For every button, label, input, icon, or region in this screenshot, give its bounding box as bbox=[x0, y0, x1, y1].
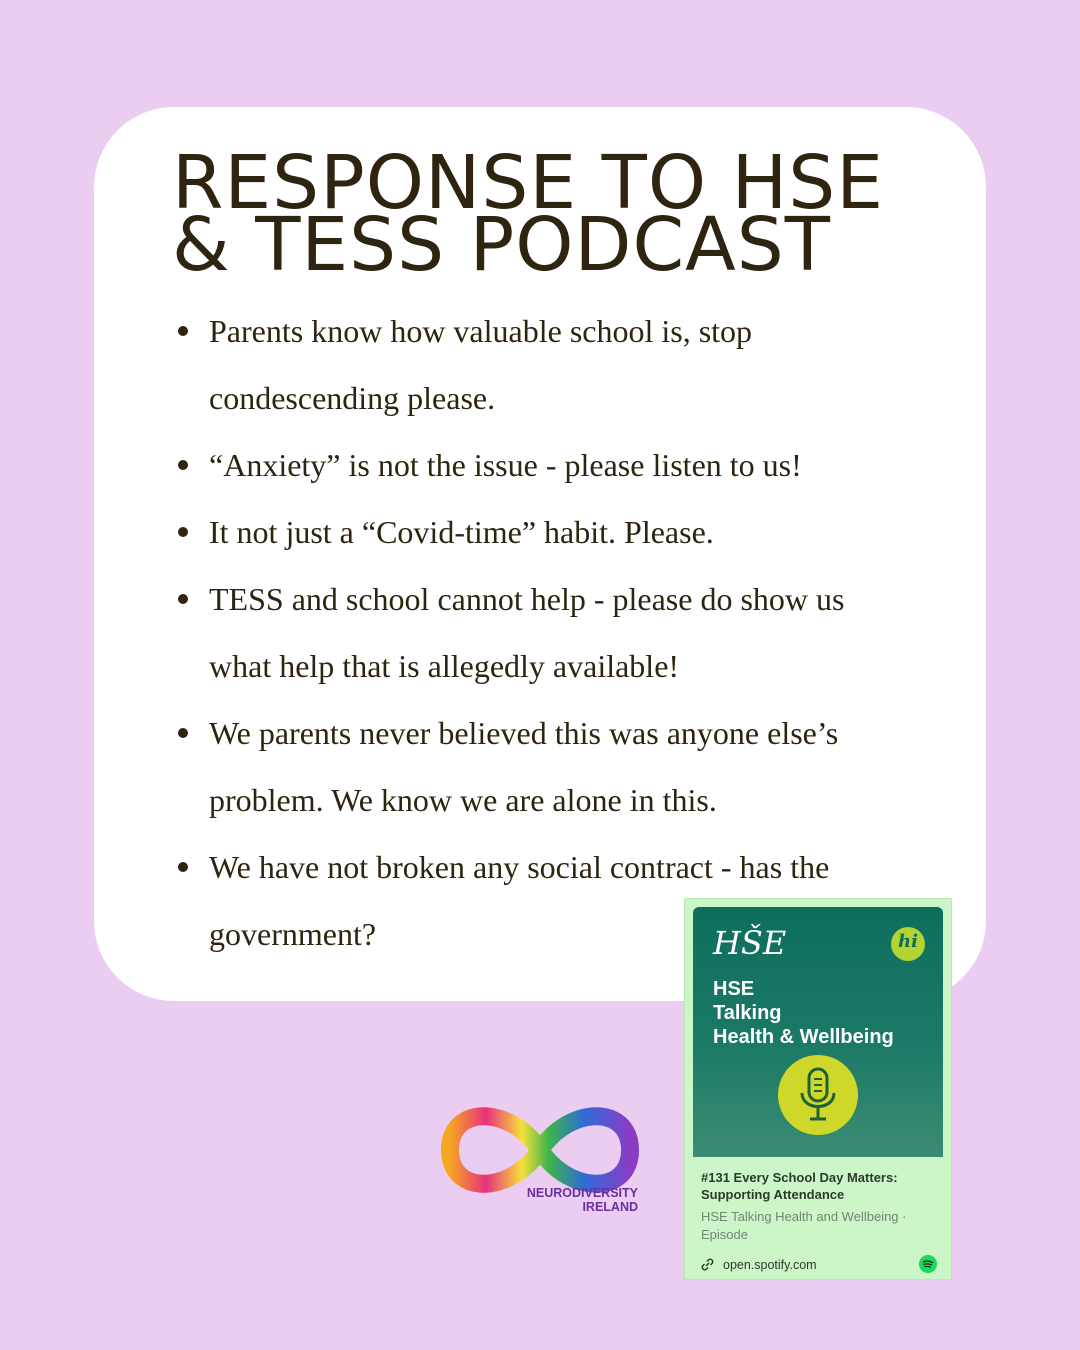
mic-circle bbox=[778, 1055, 858, 1135]
bullet-text: We have not broken any social contract - has the government? bbox=[209, 849, 830, 952]
bullet-text: It not just a “Covid-time” habit. Please. bbox=[209, 514, 714, 550]
bullet-dot-icon bbox=[178, 728, 188, 738]
bullet-dot-icon bbox=[178, 326, 188, 336]
bullet-dot-icon bbox=[178, 527, 188, 537]
bullet-dot-icon bbox=[178, 594, 188, 604]
bullet-dot-icon bbox=[178, 862, 188, 872]
list-item bbox=[209, 566, 909, 700]
link-row[interactable] bbox=[701, 1257, 937, 1275]
bullet-list bbox=[209, 298, 909, 968]
list-item bbox=[209, 700, 909, 834]
bullet-text: “Anxiety” is not the issue - please listen to us! bbox=[209, 447, 802, 483]
logo-line-2: IRELAND bbox=[582, 1200, 638, 1214]
cover-title: HSE Talking Health & Wellbeing bbox=[713, 978, 894, 1048]
hi-badge: hi bbox=[891, 927, 925, 961]
page-title: RESPONSE TO HSE & TESS PODCAST bbox=[172, 140, 884, 288]
episode-subtitle: HSE Talking Health and Wellbeing · Episode bbox=[701, 1209, 907, 1242]
bullet-text: TESS and school cannot help - please do show us what help that is allegedly available! bbox=[209, 581, 845, 684]
list-item bbox=[209, 499, 909, 566]
link-url[interactable]: open.spotify.com bbox=[723, 1258, 817, 1272]
spotify-icon bbox=[919, 1255, 937, 1273]
list-item bbox=[209, 298, 909, 432]
link-icon bbox=[701, 1258, 714, 1271]
bullet-text: We parents never believed this was anyone else’s problem. We know we are alone in this. bbox=[209, 715, 839, 818]
hse-logo: HŠE bbox=[713, 924, 787, 962]
logo-line-1: NEURODIVERSITY bbox=[526, 1186, 638, 1200]
list-item bbox=[209, 432, 909, 499]
bullet-dot-icon bbox=[178, 460, 188, 470]
podcast-link-card[interactable] bbox=[684, 898, 952, 1280]
bullet-text: Parents know how valuable school is, stop condescending please. bbox=[209, 313, 753, 416]
logo-wordmark bbox=[527, 1186, 638, 1214]
microphone-icon bbox=[778, 1055, 858, 1135]
episode-title[interactable]: #131 Every School Day Matters: Supporting Attendance bbox=[701, 1170, 898, 1202]
podcast-cover bbox=[693, 907, 943, 1157]
